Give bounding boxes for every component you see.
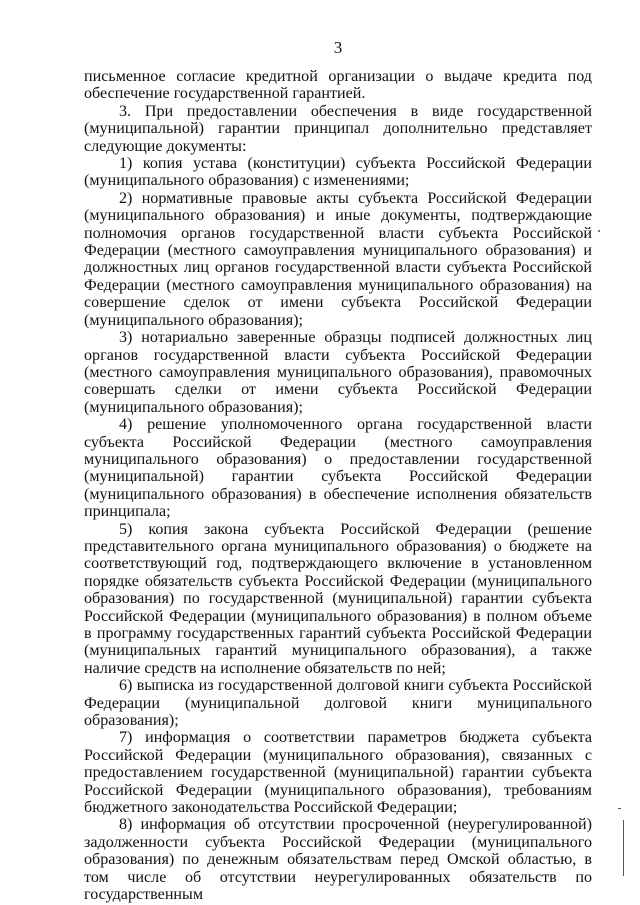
list-item-1: 1) копия устава (конституции) субъекта Российской Федерации (муниципального образования) с изменениями; [84, 155, 592, 190]
scan-mark-top [618, 808, 621, 809]
page-number: 3 [333, 38, 343, 57]
list-item-3: 3) нотариально заверенные образцы подписей должностных лиц органов государственной власти субъекта Российской Федерации (местного самоуправления муниципального образования), правомочных совершать сделки от имени субъекта Российской Федерации (муниципального образования); [84, 329, 592, 416]
list-item-4: 4) решение уполномоченного органа государственной власти субъекта Российской Федерации (местного самоуправления муниципального образования) о предоставлении государственной (муниципальной) гарантии субъекта Российской Федерации (муниципального образования) в обеспечение исполнения обязательств принципала; [84, 416, 592, 521]
document-body [84, 68, 592, 904]
scan-mark [623, 820, 624, 876]
scan-speck [598, 230, 600, 232]
list-item-8: 8) информация об отсутствии просроченной (неурегулированной) задолженности субъекта Российской Федерации (муниципального образования) по денежным обязательствам перед Омской областью, в том числе об отсутствии неурегулированных обязательств по государственным [84, 816, 592, 904]
list-item-6: 6) выписка из государственной долговой книги субъекта Российской Федерации (муниципальной долговой книги муниципального образования); [84, 677, 592, 730]
list-item-5: 5) копия закона субъекта Российской Федерации (решение представительного органа муниципального образования) о бюджете на соответствующий год, подтверждающего включение в установленном порядке обязательств субъекта Российской Федерации (муниципального образования) по государственной (муниципальной) гарантии субъекта Российской Федерации (муниципального образования) в полном объеме в программу государственных гарантий субъекта Российской Федерации (муниципальных гарантий муниципального образования), а также наличие средств на исполнение обязательств по ней; [84, 520, 592, 677]
paragraph-continuation: письменное согласие кредитной организации о выдаче кредита под обеспечение государственной гарантией. [84, 68, 592, 103]
paragraph-item-3: 3. При предоставлении обеспечения в виде государственной (муниципальной) гарантии принципал дополнительно представляет следующие документы: [84, 102, 592, 155]
list-item-2: 2) нормативные правовые акты субъекта Российской Федерации (муниципального образования) и иные документы, подтверждающие полномочия органов государственной власти субъекта Российской Федерации (местного самоуправления муниципального образования) и должностных лиц органов государственной власти субъекта Российской Федерации (местного самоуправления муниципального образования) на совершение сделок от имени субъекта Российской Федерации (муниципального образования); [84, 189, 592, 329]
list-item-7: 7) информация о соответствии параметров бюджета субъекта Российской Федерации (муниципального образования), связанных с предоставлением государственной (муниципальной) гарантии субъекта Российской Федерации (муниципального образования), требованиям бюджетного законодательства Российской Федерации; [84, 729, 592, 817]
